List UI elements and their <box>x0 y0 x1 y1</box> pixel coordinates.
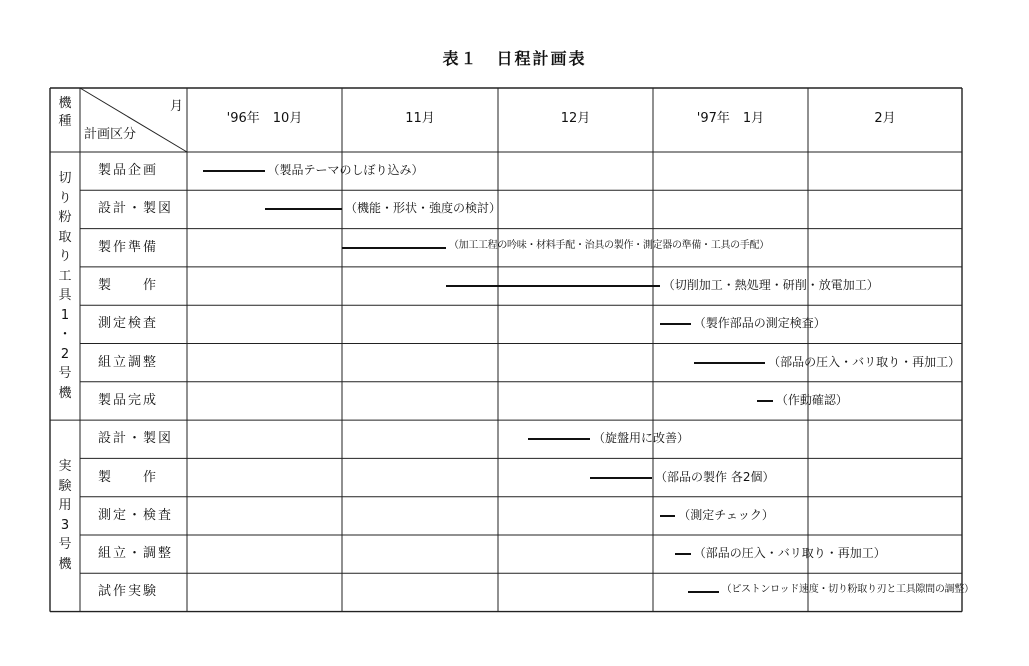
task-note: （製品テーマのしぼり込み） <box>267 163 424 178</box>
task-name: 製作準備 <box>98 239 159 255</box>
task-note: （加工工程の吟味・材料手配・治具の製作・測定器の準備・工具の手配） <box>448 239 769 251</box>
task-name: 組立・調整 <box>98 546 174 562</box>
schedule-bar <box>446 285 660 287</box>
group-label: 実 験 用 3 号 機 <box>58 459 72 572</box>
task-note: （部品の圧入・バリ取り・再加工） <box>693 546 886 561</box>
schedule-bar <box>675 553 691 555</box>
schedule-bar <box>660 323 691 325</box>
task-note: （部品の製作 各2個） <box>655 469 775 484</box>
task-note: （切削加工・熱処理・研削・放電加工） <box>662 278 879 293</box>
schedule-bar <box>688 591 719 593</box>
task-name: 試作実験 <box>98 584 159 600</box>
corner-category-label: 計画区分 <box>84 127 137 142</box>
corner-month-label: 月 <box>170 99 184 114</box>
task-name: 測定・検査 <box>98 507 174 523</box>
schedule-bar <box>528 438 590 440</box>
task-name: 製 作 <box>98 469 159 485</box>
month-header: 2月 <box>874 111 896 126</box>
schedule-bar <box>342 247 446 249</box>
task-name: 設計・製図 <box>98 431 174 447</box>
task-note: （測定チェック） <box>678 507 774 522</box>
month-header: '97年 1月 <box>696 111 765 126</box>
page-title: 表１ 日程計画表 <box>442 49 587 68</box>
task-name: 設計・製図 <box>98 201 174 217</box>
schedule-bar <box>265 208 343 210</box>
header-diagonal <box>80 88 187 152</box>
kind-header-label: 機 種 <box>58 96 72 129</box>
task-name: 製 作 <box>98 278 159 294</box>
schedule-bar <box>660 515 676 517</box>
schedule-bar <box>203 170 265 172</box>
task-note: （作動確認） <box>775 392 848 407</box>
task-name: 製品企画 <box>98 163 159 179</box>
schedule-bar <box>694 362 765 364</box>
task-name: 製品完成 <box>98 392 159 408</box>
month-header: 12月 <box>560 111 591 126</box>
task-note: （ピストンロッド速度・切り粉取り刃と工具隙間の調整） <box>721 584 974 596</box>
group-label: 切 り 粉 取 り 工 具 1 ・ 2 号 機 <box>58 171 72 401</box>
task-note: （部品の圧入・バリ取り・再加工） <box>768 354 961 369</box>
month-header: 11月 <box>405 111 435 126</box>
task-note: （製作部品の測定検査） <box>693 316 826 331</box>
task-note: （機能・形状・強度の検討） <box>345 201 502 216</box>
month-header: '96年 10月 <box>226 111 303 126</box>
task-name: 測定検査 <box>98 316 159 332</box>
schedule-bar <box>757 400 773 402</box>
task-note: （旋盤用に改善） <box>593 431 690 446</box>
task-name: 組立調整 <box>98 354 159 370</box>
schedule-bar <box>590 477 652 479</box>
